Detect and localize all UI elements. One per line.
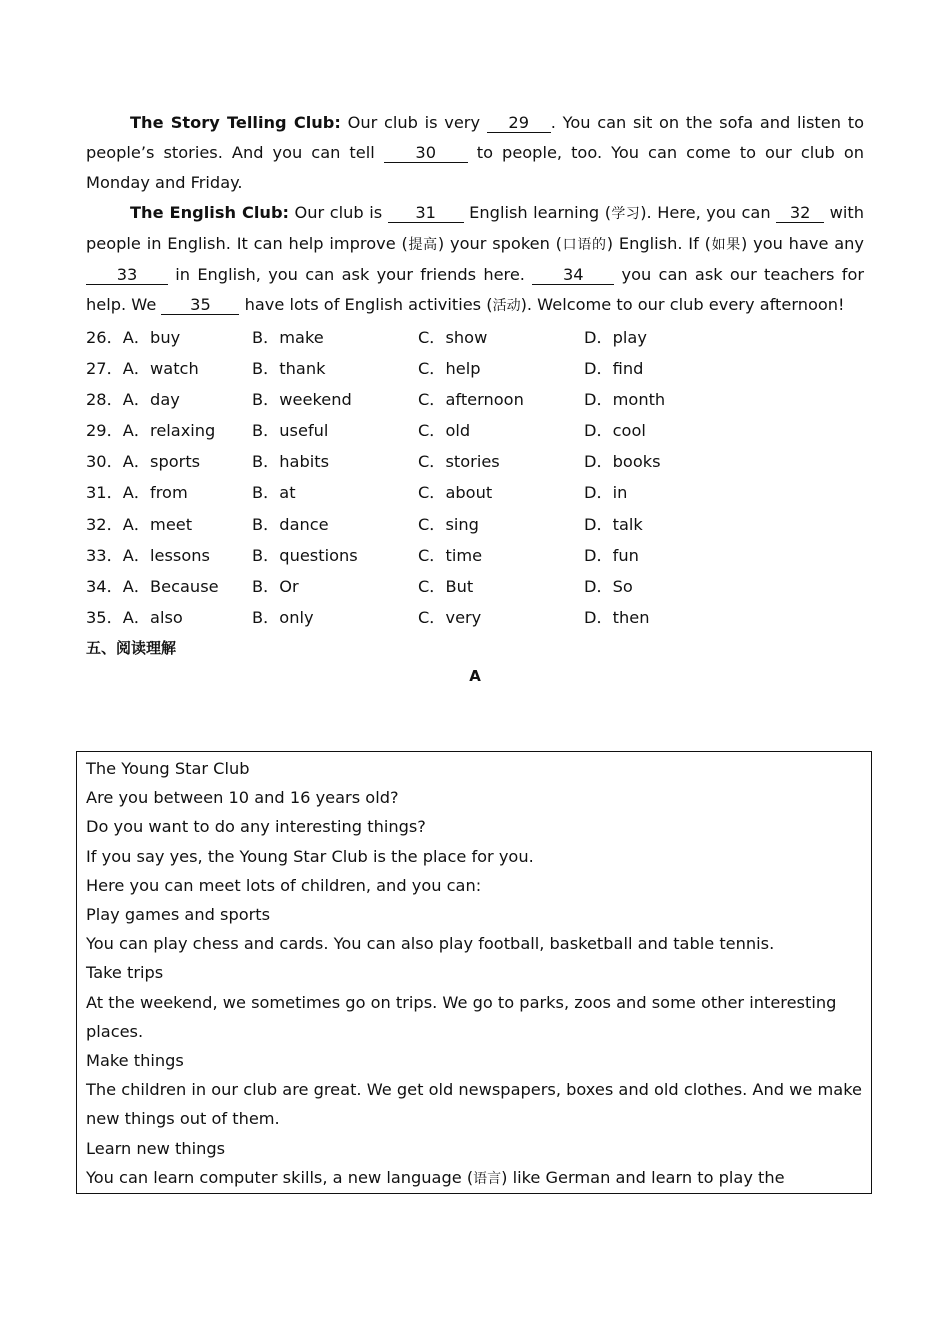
- passage-line: If you say yes, the Young Star Club is the place for you.: [86, 846, 534, 866]
- passage-heading: Take trips: [86, 963, 164, 983]
- passage-heading: Learn new things: [86, 1138, 226, 1158]
- option-row: 26．A．buy B．make C．show D．play: [86, 328, 647, 347]
- story-club-paragraph: The Story Telling Club: Our club is very 29 . You can sit on the sofa and listen to people’s stories. And you can tell 30 to people, too. You can come to our club on Monday and Friday.: [86, 113, 864, 192]
- passage-line: Are you between 10 and 16 years old?: [86, 788, 399, 808]
- blank-34[interactable]: 34: [532, 266, 614, 285]
- blank-32[interactable]: 32: [776, 204, 824, 223]
- passage-line: You can learn computer skills, a new language (语言) like German and learn to play the: [86, 1167, 785, 1187]
- blank-31[interactable]: 31: [388, 204, 464, 223]
- passage-line: You can play chess and cards. You can also play football, basketball and table tennis.: [86, 934, 775, 954]
- option-row: 31．A．from B．at C．about D．in: [86, 483, 628, 503]
- passage-line: Here you can meet lots of children, and you can:: [86, 875, 482, 895]
- passage-title: The Young Star Club: [86, 759, 250, 778]
- english-club-title: The English Club:: [130, 203, 290, 222]
- page-content: [86, 108, 864, 689]
- blank-33[interactable]: 33: [86, 266, 168, 285]
- option-row: 34．A．Because B．Or C．But D．So: [86, 576, 633, 596]
- option-row: 33．A．lessons B．questions C．time D．fun: [86, 545, 639, 565]
- english-club-paragraph: The English Club: Our club is 31 English learning (学习). Here, you can 32 with people in English. It can help improve (提高) your spoken (口语的) English. If (如果) you have any 33 in English, you can ask your friends here. 34 you can ask our teachers for help. We 35 have lots of English activities (活动). Welcome to our club every afternoon!: [86, 203, 865, 314]
- option-row: 29．A．relaxing B．useful C．old D．cool: [86, 421, 646, 441]
- passage-label: A: [469, 666, 481, 685]
- option-row: 32．A．meet B．dance C．sing D．talk: [86, 514, 643, 534]
- option-row: 30．A．sports B．habits C．stories D．books: [86, 452, 661, 472]
- passage-heading: Play games and sports: [86, 905, 271, 925]
- options-list: [86, 322, 864, 633]
- passage-line: The children in our club are great. We get old newspapers, boxes and old clothes. And we make new things out of them.: [86, 1080, 862, 1129]
- blank-30[interactable]: 30: [384, 144, 468, 163]
- option-row: 28．A．day B．weekend C．afternoon D．month: [86, 390, 666, 410]
- reading-passage-box: [76, 751, 872, 1194]
- option-row: 35．A．also B．only C．very D．then: [86, 607, 650, 627]
- passage-line: Do you want to do any interesting things?: [86, 817, 426, 837]
- section-title: 五、阅读理解: [86, 638, 177, 657]
- blank-29[interactable]: 29: [487, 114, 551, 133]
- passage-line: At the weekend, we sometimes go on trips. We go to parks, zoos and some other interesting places.: [86, 992, 837, 1041]
- blank-35[interactable]: 35: [161, 296, 239, 315]
- story-club-title: The Story Telling Club:: [130, 113, 341, 132]
- option-row: 27．A．watch B．thank C．help D．find: [86, 359, 644, 379]
- passage-heading: Make things: [86, 1051, 184, 1071]
